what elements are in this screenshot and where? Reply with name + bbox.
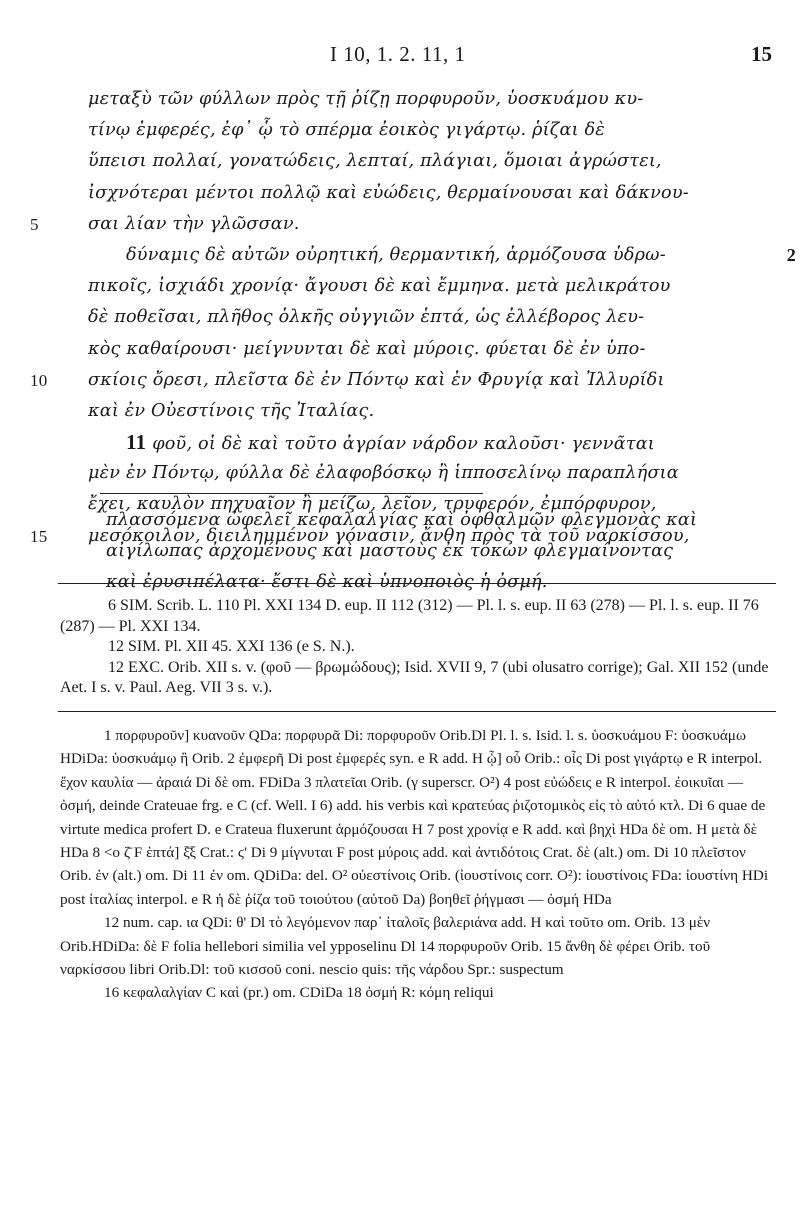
testimonia-divider bbox=[58, 583, 776, 584]
testimonia-entry: 6 SIM. Scrib. L. 110 Pl. XXI 134 D. eup. II 112 (312) — Pl. l. s. eup. II 63 (278) — Pl. l. s. eup. II 76 (287) — Pl. XXI 134. bbox=[60, 597, 759, 635]
line-text: ὕπεισι πολλαί, γονατώδεις, λεπταί, πλάγιαι, ὅμοιαι ἀγρώστει, bbox=[88, 151, 662, 172]
critical-apparatus bbox=[60, 724, 772, 1005]
text-line bbox=[88, 271, 778, 302]
line-text: τίνῳ ἐμφερές, ἐφ᾿ ᾧ τὸ σπέρμα ἐοικὸς γιγάρτῳ. ῥίζαι δὲ bbox=[88, 120, 605, 141]
running-head: I 10, 1. 2. 11, 1 bbox=[330, 42, 466, 66]
page-number: 15 bbox=[751, 42, 772, 66]
text-line bbox=[106, 536, 786, 567]
line-text: μεσόκοιλον, διειλημμένον γόνασιν, ἄνθη πρὸς τὰ τοῦ ναρκίσσου, bbox=[88, 525, 690, 546]
line-number: 15 bbox=[30, 526, 48, 546]
line-text: σκίοις ὄρεσι, πλεῖστα δὲ ἐν Πόντῳ καὶ ἐν Φρυγίᾳ καὶ Ἰλλυρίδι bbox=[88, 369, 665, 390]
line-text: σαι λίαν τὴν γλῶσσαν. bbox=[88, 213, 300, 234]
apparatus-entry: 12 num. cap. ια QDi: θ' Dl τὸ λεγόμενον παρ᾿ ἰταλοῖς βαλεριάνα add. H καὶ τοῦτο om. Orib. 13 μὲν Orib.HDiDa: δὲ F folia hellebori similia vel ypposelinu Dl 14 πορφυροῦν Orib. 15 ἄνθη δὲ φέρει Orib. τοῦ ναρκίσσου libri Orib.Dl: τοῦ κισσοῦ coni. nescio quis: τῆς νάρδου Spr.: suspectum bbox=[60, 914, 711, 979]
line-text: δύναμις δὲ αὐτῶν οὐρητική, θερμαντική, ἁρμόζουσα ὑδρω- bbox=[126, 244, 666, 265]
line-text: ἰσχνότεραι μέντοι πολλῷ καὶ εὐώδεις, θερμαίνουσαι καὶ δάκνου- bbox=[88, 182, 689, 203]
testimonia bbox=[60, 596, 772, 699]
page-header bbox=[60, 42, 772, 72]
line-number: 10 bbox=[30, 370, 48, 390]
line-text: μεταξὺ τῶν φύλλων πρὸς τῇ ῥίζῃ πορφυροῦν, ὑοσκυάμου κυ- bbox=[88, 89, 644, 109]
text-line bbox=[88, 115, 778, 146]
testimonia-entry: 12 EXC. Orib. XII s. v. (φοῦ — βρωμώδους); Isid. XVII 9, 7 (ubi olusatro corrige); Gal. XII 152 (unde Aet. I s. v. Paul. Aeg. VII 3 s. v.). bbox=[60, 658, 769, 697]
margin-section-number: 2 bbox=[786, 244, 796, 265]
main-greek-text bbox=[30, 84, 796, 552]
apparatus-divider bbox=[58, 711, 776, 712]
short-divider bbox=[100, 493, 483, 494]
text-line bbox=[88, 240, 796, 271]
text-line bbox=[88, 178, 778, 209]
line-number: 5 bbox=[30, 214, 39, 234]
text-line bbox=[88, 427, 778, 458]
line-text: καὶ ἐρυσιπέλατα· ἔστι δὲ καὶ ὑπνοποιὸς ἡ ὀσμή. bbox=[106, 572, 548, 592]
text-line bbox=[106, 505, 786, 536]
testimonia-entry: 12 SIM. Pl. XII 45. XXI 136 (e S. N.). bbox=[108, 638, 355, 656]
text-line bbox=[88, 84, 778, 115]
section-number: 11 bbox=[126, 430, 147, 455]
text-line bbox=[88, 146, 778, 177]
apparatus-entry: 1 πορφυροῦν] κυανοῦν QDa: πορφυρᾶ Di: πορφυροῦν Orib.Dl Pl. l. s. Isid. l. s. ὑοσκυάμου F: ὑοσκυάμω HDiDa: ὑοσκυάμῳ ἢ Orib. 2 ἐμφερῆ Di post ἐμφερές syn. e R add. H ᾧ] οὗ Orib.: οἷς Di post γιγάρτῳ e R interpol. ἔχον καυλία — ἀραιά Di δὲ om. FDiDa 3 πλατεῖαι Orib. (γ superscr. O²) 4 post εὐώδεις e R interpol. ἐοικυῖαι — ὀσμή, deinde Crateuae frg. e C (cf. Well. I 6) add. his verbis καὶ κρατεύας ῥιζοτομικὸς εἰς τὸ αὐτό κτλ. Di 6 quae de virtute medica profert D. e Crateua fluxerunt ἁρμόζουσαι H 7 post χρονίᾳ e R add. καὶ βηχὶ HDa δὲ om. H μετὰ δὲ HDa 8 <ο ζ̄ F ἑπτά] ξ̄ξ Crat.: ϛ' Di 9 μίγνυται F post μύροις add. καὶ ἀντιδότοις Crat. δὲ (alt.) om. Di 10 πλεῖστον Orib. ἐν (alt.) om. Di 11 ἐν om. QDiDa: del. O² οὐεστίνοις Orib. (ἰουστίνοις corr. O²): ἰουστίνοις FDa: ἰουστίνη HDi post ἰταλίας interpol. e R ἡ δὲ ῥίζα τοῦ τοιούτου (αὐτοῦ Da) βοηθεῖ ῥήγμασι — ὀσμή HDa bbox=[60, 727, 769, 908]
text-line bbox=[88, 334, 778, 365]
text-line bbox=[88, 396, 778, 427]
line-text: κὸς καθαίρουσι· μείγνυνται δὲ καὶ μύροις. φύεται δὲ ἐν ὑπο- bbox=[88, 338, 646, 359]
line-text: αἰγίλωπας ἀρχομένους καὶ μαστοὺς ἐκ τόκων φλεγμαίνοντας bbox=[106, 541, 674, 561]
text-line bbox=[30, 365, 778, 396]
line-text: πλασσόμενα ὠφελεῖ κεφαλαλγίας καὶ ὀφθαλμῶν φλεγμονὰς καὶ bbox=[106, 510, 698, 530]
sub-greek-text bbox=[106, 505, 786, 598]
line-text: ἔχει, καυλὸν πηχυαῖον ἢ μείζω, λεῖον, τρυφερόν, ἐμπόρφυρον, bbox=[88, 494, 657, 515]
line-text: φοῦ, οἱ δὲ καὶ τοῦτο ἀγρίαν νάρδον καλοῦσι· γεννᾶται bbox=[152, 434, 655, 455]
line-text: μὲν ἐν Πόντῳ, φύλλα δὲ ἐλαφοβόσκῳ ἢ ἱπποσελίνῳ παραπλήσια bbox=[88, 463, 679, 484]
text-line bbox=[30, 209, 778, 240]
apparatus-entry: 16 κεφαλαλγίαν C καὶ (pr.) om. CDiDa 18 ὀσμή R: κόμη reliqui bbox=[104, 984, 494, 1002]
text-line bbox=[88, 458, 778, 489]
line-text: πικοῖς, ἰσχιάδι χρονίᾳ· ἄγουσι δὲ καὶ ἔμμηνα. μετὰ μελικράτου bbox=[88, 276, 671, 297]
line-text: δὲ ποθεῖσαι, πλῆθος ὁλκῆς οὐγγιῶν ἑπτά, ὡς ἐλλέβορος λευ- bbox=[88, 307, 645, 328]
line-text: καὶ ἐν Οὐεστίνοις τῆς Ἰταλίας. bbox=[88, 400, 375, 421]
text-line bbox=[88, 302, 778, 333]
